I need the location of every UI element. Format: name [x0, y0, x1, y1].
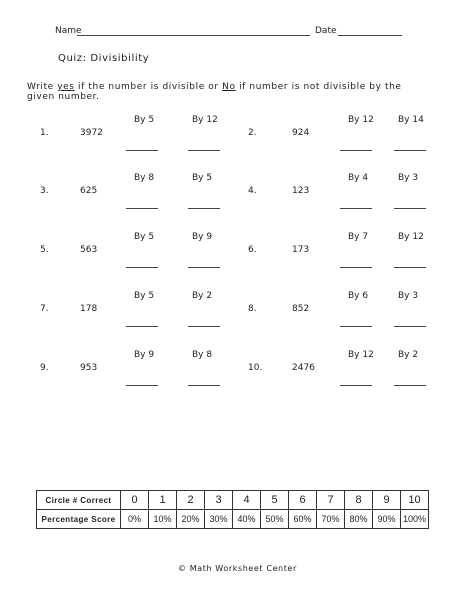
divisor-label: By 12 — [398, 232, 424, 242]
divisor-label: By 14 — [398, 115, 424, 125]
divisor-label: By 2 — [192, 291, 213, 301]
problem-number: 8. — [248, 304, 257, 314]
score-percent-cell: 10% — [149, 510, 177, 529]
answer-blank[interactable] — [126, 326, 158, 327]
divisor-label: By 12 — [192, 115, 218, 125]
instructions-no: No — [222, 82, 236, 92]
score-count-cell[interactable]: 5 — [261, 491, 289, 510]
score-count-cell[interactable]: 9 — [373, 491, 401, 510]
score-percent-cell: 30% — [205, 510, 233, 529]
divisor-label: By 9 — [192, 232, 213, 242]
answer-blank[interactable] — [188, 208, 220, 209]
problem-value: 123 — [292, 186, 310, 196]
footer-credit: © Math Worksheet Center — [178, 564, 297, 573]
answer-blank[interactable] — [394, 326, 426, 327]
problem-number: 6. — [248, 245, 257, 255]
score-percent-cell: 40% — [233, 510, 261, 529]
answer-blank[interactable] — [340, 150, 372, 151]
score-count-cell[interactable]: 8 — [345, 491, 373, 510]
divisor-label: By 2 — [398, 350, 419, 360]
answer-blank[interactable] — [188, 326, 220, 327]
score-count-cell[interactable]: 6 — [289, 491, 317, 510]
date-label: Date — [315, 26, 337, 36]
instructions-line-1 — [27, 82, 402, 92]
answer-blank[interactable] — [340, 267, 372, 268]
score-count-cell[interactable]: 4 — [233, 491, 261, 510]
divisor-label: By 5 — [134, 232, 155, 242]
answer-blank[interactable] — [394, 385, 426, 386]
score-count-cell[interactable]: 0 — [121, 491, 149, 510]
answer-blank[interactable] — [340, 326, 372, 327]
score-percent-cell: 80% — [345, 510, 373, 529]
score-row-correct — [37, 491, 429, 510]
circle-correct-label: Circle # Correct — [37, 491, 121, 510]
divisor-label: By 9 — [134, 350, 155, 360]
name-field-line[interactable] — [77, 35, 310, 36]
problem-value: 563 — [80, 245, 98, 255]
problem-number: 1. — [40, 128, 49, 138]
score-percent-cell: 90% — [373, 510, 401, 529]
divisor-label: By 5 — [192, 173, 213, 183]
instructions-text-1: Write — [27, 82, 58, 92]
answer-blank[interactable] — [126, 208, 158, 209]
problem-value: 924 — [292, 128, 310, 138]
score-percent-cell: 50% — [261, 510, 289, 529]
answer-blank[interactable] — [340, 208, 372, 209]
problem-value: 173 — [292, 245, 310, 255]
divisor-label: By 8 — [134, 173, 155, 183]
answer-blank[interactable] — [126, 385, 158, 386]
answer-blank[interactable] — [126, 150, 158, 151]
score-percent-cell: 20% — [177, 510, 205, 529]
answer-blank[interactable] — [394, 150, 426, 151]
problem-value: 178 — [80, 304, 98, 314]
answer-blank[interactable] — [188, 150, 220, 151]
problem-number: 10. — [248, 363, 263, 373]
instructions-text-3: if number is not divisible by the — [235, 82, 402, 92]
score-count-cell[interactable]: 7 — [317, 491, 345, 510]
instructions-line-2: given number. — [27, 92, 100, 102]
score-row-percent — [37, 510, 429, 529]
answer-blank[interactable] — [126, 267, 158, 268]
name-label: Name — [55, 26, 82, 36]
divisor-label: By 3 — [398, 173, 419, 183]
score-percent-cell: 70% — [317, 510, 345, 529]
score-count-cell[interactable]: 1 — [149, 491, 177, 510]
divisor-label: By 12 — [348, 115, 374, 125]
score-table — [36, 490, 429, 529]
divisor-label: By 6 — [348, 291, 369, 301]
problem-number: 2. — [248, 128, 257, 138]
score-percent-cell: 0% — [121, 510, 149, 529]
problem-value: 852 — [292, 304, 310, 314]
problem-value: 625 — [80, 186, 98, 196]
problem-number: 4. — [248, 186, 257, 196]
problem-number: 7. — [40, 304, 49, 314]
divisor-label: By 7 — [348, 232, 369, 242]
answer-blank[interactable] — [188, 385, 220, 386]
instructions-yes: yes — [57, 82, 75, 92]
divisor-label: By 4 — [348, 173, 369, 183]
problem-number: 9. — [40, 363, 49, 373]
quiz-title: Quiz: Divisibility — [58, 53, 150, 64]
problem-value: 2476 — [292, 363, 315, 373]
problem-number: 5. — [40, 245, 49, 255]
problem-value: 953 — [80, 363, 98, 373]
problem-value: 3972 — [80, 128, 103, 138]
divisor-label: By 8 — [192, 350, 213, 360]
percentage-score-label: Percentage Score — [37, 510, 121, 529]
score-count-cell[interactable]: 3 — [205, 491, 233, 510]
answer-blank[interactable] — [340, 385, 372, 386]
score-count-cell[interactable]: 2 — [177, 491, 205, 510]
score-percent-cell: 60% — [289, 510, 317, 529]
score-count-cell[interactable]: 10 — [401, 491, 429, 510]
problem-number: 3. — [40, 186, 49, 196]
divisor-label: By 5 — [134, 115, 155, 125]
answer-blank[interactable] — [188, 267, 220, 268]
date-field-line[interactable] — [338, 35, 402, 36]
score-percent-cell: 100% — [401, 510, 429, 529]
divisor-label: By 12 — [348, 350, 374, 360]
answer-blank[interactable] — [394, 267, 426, 268]
answer-blank[interactable] — [394, 208, 426, 209]
divisor-label: By 3 — [398, 291, 419, 301]
instructions-text-2: if the number is divisible or — [74, 82, 223, 92]
divisor-label: By 5 — [134, 291, 155, 301]
